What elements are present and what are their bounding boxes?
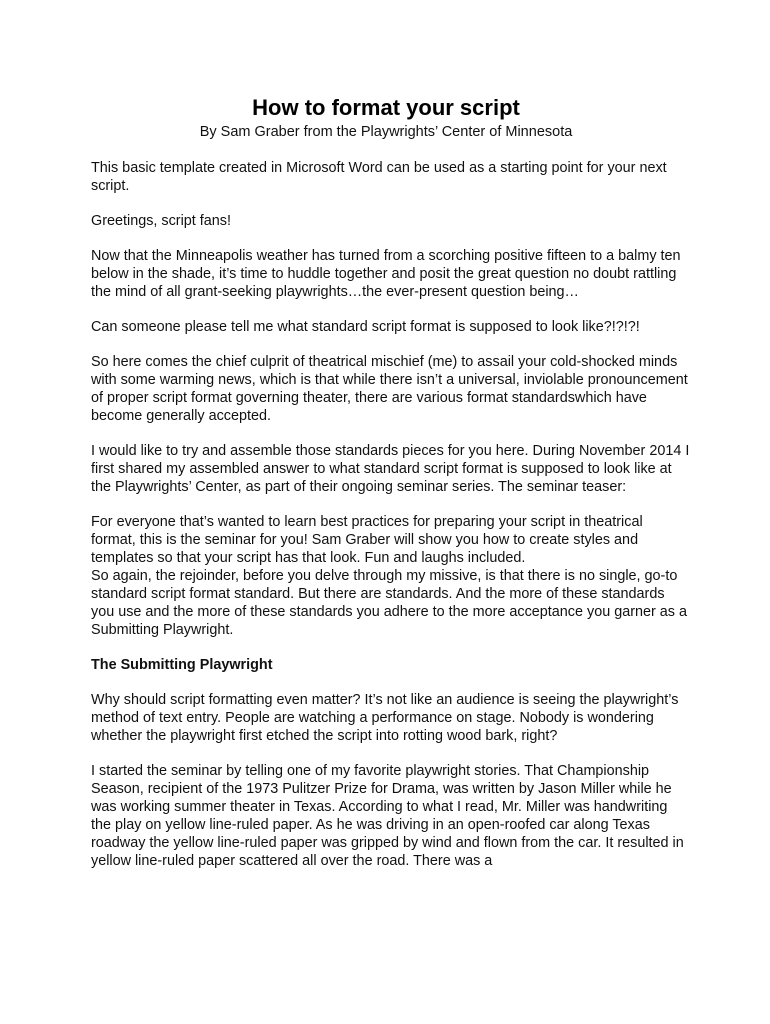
section-heading-submitting-playwright: The Submitting Playwright: [91, 657, 273, 673]
paragraph-question: Can someone please tell me what standard script format is supposed to look like?!?!?!: [91, 319, 640, 335]
document-byline: By Sam Graber from the Playwrights’ Center of Minnesota: [199, 124, 573, 140]
paragraph-rejoinder: So again, the rejoinder, before you delve through my missive, is that there is no single, go-to standard script format standard. But there are standards. And the more of these standards you use and the more of these standards you adhere to the more acceptance you garner as a Submitting Playwright.: [91, 568, 687, 638]
paragraph-championship-season: I started the seminar by telling one of my favorite playwright stories. That Championship Season, recipient of the 1973 Pulitzer Prize for Drama, was written by Jason Miller while he was working summer theater in Texas. According to what I read, Mr. Miller was handwriting the play on yellow line-ruled paper. As he was driving in an open-roofed car along Texas roadway the yellow line-ruled paper was gripped by wind and flown from the car. It resulted in yellow line-ruled paper scattered all over the road. There was a: [91, 763, 684, 869]
paragraph-weather: Now that the Minneapolis weather has turned from a scorching positive fifteen to a balmy ten below in the shade, it’s time to huddle together and posit the great question no doubt rattling the mind of all grant-seeking playwrights…the ever-present question being…: [91, 248, 681, 300]
paragraph-assemble-standards: I would like to try and assemble those standards pieces for you here. During November 2014 I first shared my assembled answer to what standard script format is supposed to look like at the Playwrights’ Center, as part of their ongoing seminar series. The seminar teaser:: [91, 443, 690, 495]
paragraph-template-intro: This basic template created in Microsoft Word can be used as a starting point for your next script.: [91, 160, 667, 194]
paragraph-seminar-teaser: For everyone that’s wanted to learn best practices for preparing your script in theatrical format, this is the seminar for you! Sam Graber will show you how to create styles and templates so that your script has that look. Fun and laughs included.: [91, 514, 643, 566]
paragraph-why-formatting: Why should script formatting even matter? It’s not like an audience is seeing the playwright’s method of text entry. People are watching a performance on stage. Nobody is wondering whether the playwright first etched the script into rotting wood bark, right?: [91, 692, 679, 744]
document-content: [91, 94, 691, 870]
paragraph-chief-culprit: So here comes the chief culprit of theatrical mischief (me) to assail your cold-shocked minds with some warming news, which is that while there isn’t a universal, inviolable pronouncement of proper script format governing theater, there are various format standardswhich have become generally accepted.: [91, 354, 688, 424]
paragraph-greeting: Greetings, script fans!: [91, 213, 231, 229]
document-title: How to format your script: [252, 95, 520, 120]
